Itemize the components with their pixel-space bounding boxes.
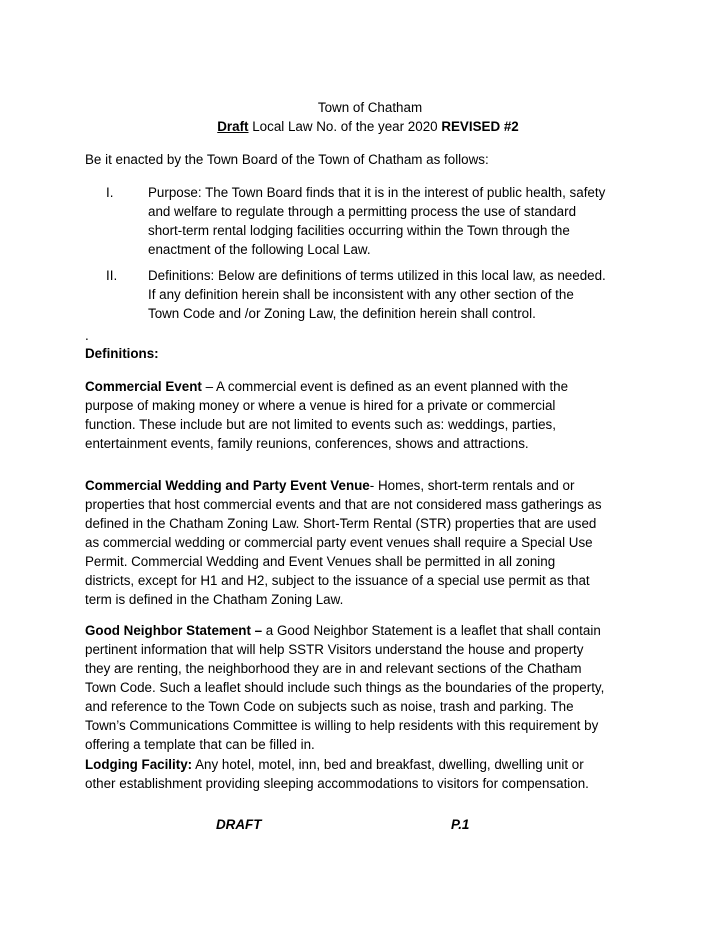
draft-label: Draft <box>217 119 249 134</box>
definitions-heading: Definitions: <box>85 346 159 361</box>
definition-line: as commercial wedding or commercial party event venues shall require a Special Use <box>85 535 593 550</box>
section-line: short-term rental lodging facilities occurring within the Town through the <box>148 223 570 238</box>
definition-line: districts, except for H1 and H2, subject to the issuance of a special use permit as that <box>85 573 590 588</box>
definition-line: offering a template that can be filled in. <box>85 737 315 752</box>
definition-line: purpose of making money or where a venue is hired for a private or commercial <box>85 398 556 413</box>
definition-first-line <box>85 476 574 495</box>
document-town-title: Town of Chatham <box>317 100 423 115</box>
stray-dot: . <box>85 328 89 343</box>
definition-text: - Homes, short-term rentals and or <box>369 478 575 493</box>
definition-line: properties that host commercial events and that are not considered mass gatherings as <box>85 497 602 512</box>
law-title-text: Local Law No. of the year 2020 <box>248 119 442 134</box>
section-line: If any definition herein shall be inconsistent with any other section of the <box>148 287 574 302</box>
definition-text: – A commercial event is defined as an event planned with the <box>201 379 569 394</box>
section-line: enactment of the following Local Law. <box>148 242 371 257</box>
section-numeral: I. <box>106 185 114 200</box>
definition-line: Town Code. Such a leaflet should include such things as the boundaries of the property, <box>85 680 605 695</box>
enactment-clause: Be it enacted by the Town Board of the Town of Chatham as follows: <box>85 152 489 167</box>
definition-line: pertinent information that will help SSTR Visitors understand the house and property <box>85 642 584 657</box>
definition-first-line <box>85 377 568 396</box>
footer-draft-label: DRAFT <box>216 817 262 832</box>
revision-label: REVISED #2 <box>441 119 519 134</box>
definition-line: other establishment providing sleeping accommodations to visitors for compensation. <box>85 776 589 791</box>
definition-first-line <box>85 621 601 640</box>
definition-line: entertainment events, family reunions, conferences, shows and attractions. <box>85 436 529 451</box>
footer-page-number: P.1 <box>451 817 470 832</box>
definition-line: function. These include but are not limited to events such as: weddings, parties, <box>85 417 556 432</box>
section-line: and welfare to regulate through a permitting process the use of standard <box>148 204 577 219</box>
section-line: Definitions: Below are definitions of terms utilized in this local law, as needed. <box>148 268 606 283</box>
definition-term: Lodging Facility: <box>85 757 193 772</box>
definition-term: Commercial Wedding and Party Event Venue <box>85 478 370 493</box>
section-numeral: II. <box>106 268 118 283</box>
definition-line: and reference to the Town Code on subjects such as noise, trash and parking. The <box>85 699 574 714</box>
section-line: Purpose: The Town Board finds that it is in the interest of public health, safety <box>148 185 606 200</box>
definition-term: Commercial Event <box>85 379 202 394</box>
definition-line: Town’s Communications Committee is willing to help residents with this requirement by <box>85 718 599 733</box>
definition-line: Permit. Commercial Wedding and Event Venues shall be permitted in all zoning <box>85 554 556 569</box>
section-line: Town Code and /or Zoning Law, the definition herein shall control. <box>148 306 536 321</box>
document-law-title <box>0 119 720 134</box>
definition-first-line <box>85 755 584 774</box>
definition-text: Any hotel, motel, inn, bed and breakfast, dwelling, dwelling unit or <box>192 757 584 772</box>
definition-line: term is defined in the Chatham Zoning Law. <box>85 592 344 607</box>
definition-line: they are renting, the neighborhood they are in and relevant sections of the Chatham <box>85 661 582 676</box>
definition-term: Good Neighbor Statement – <box>85 623 263 638</box>
definition-line: defined in the Chatham Zoning Law. Short-Term Rental (STR) properties that are used <box>85 516 597 531</box>
definition-text: a Good Neighbor Statement is a leaflet that shall contain <box>262 623 601 638</box>
